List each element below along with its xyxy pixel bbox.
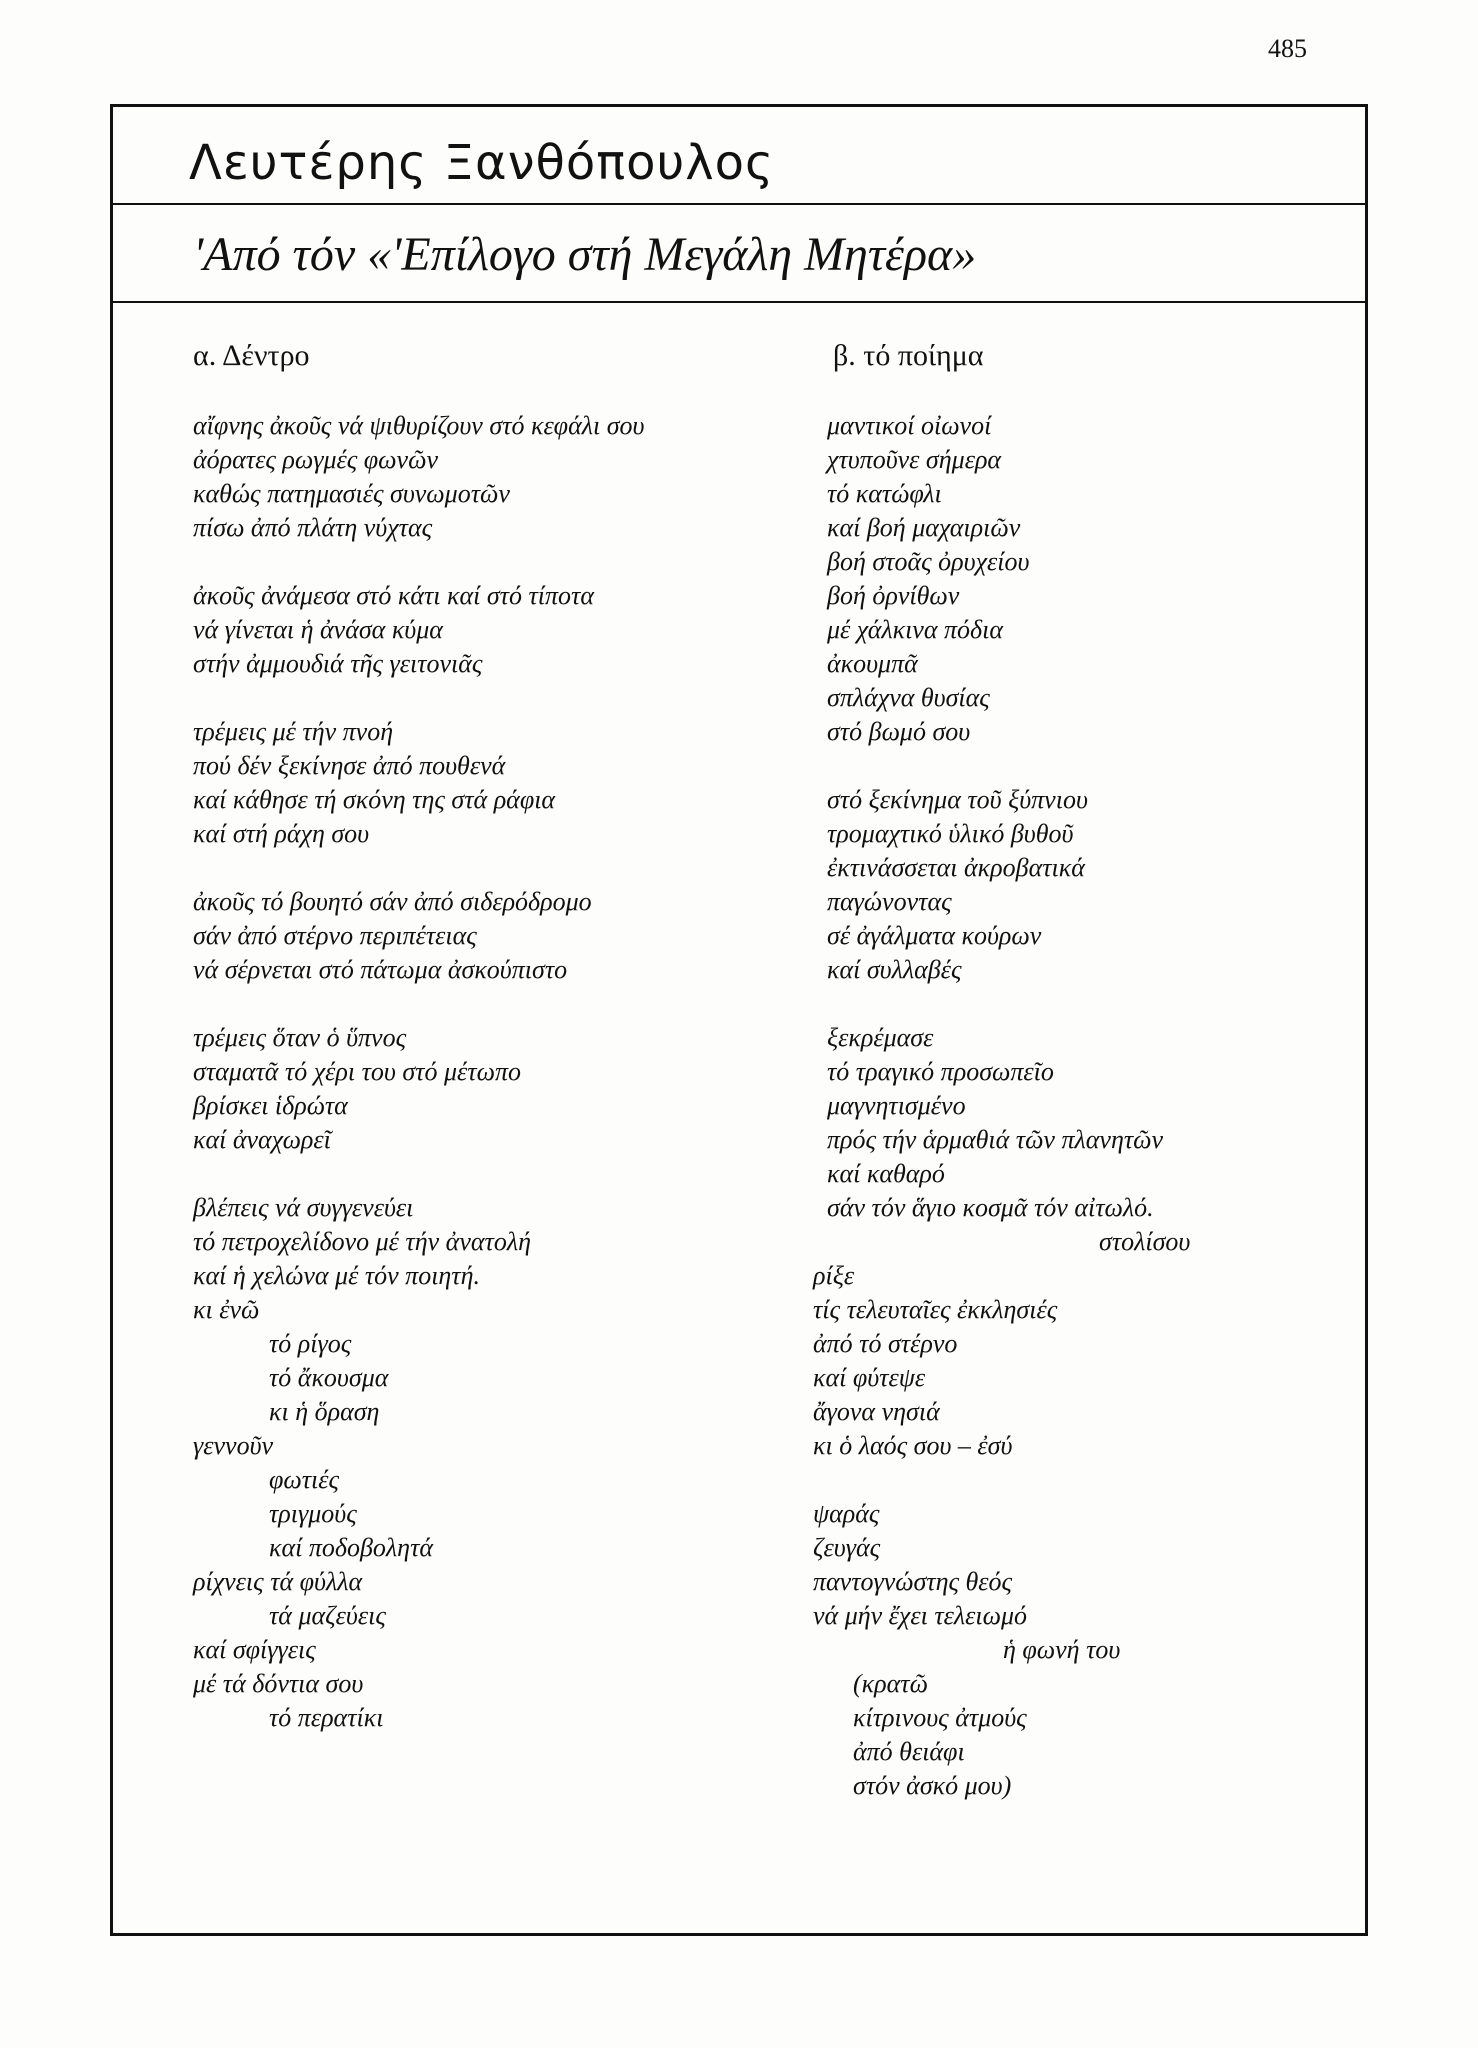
poem-line: πίσω ἀπό πλάτη νύχτας [193, 513, 433, 542]
poem-line: ἀπό τό στέρνο [813, 1329, 958, 1358]
poem-line: κι ἡ ὅραση [269, 1397, 380, 1426]
poem-line: νά γίνεται ἡ ἀνάσα κύμα [193, 615, 443, 644]
poem-line: σάν τόν ἅγιο κοσμᾶ τόν αἰτωλό. [827, 1193, 1154, 1222]
poem-line: τρομαχτικό ὑλικό βυθοῦ [827, 819, 1074, 848]
poem-line: καί φύτεψε [813, 1363, 926, 1392]
poem-line: βρίσκει ἱδρώτα [193, 1091, 348, 1120]
poem-line: βλέπεις νά συγγενεύει [193, 1193, 414, 1222]
poem-line: (κρατῶ [853, 1669, 928, 1698]
poem-line: τριγμούς [269, 1499, 357, 1528]
poem-line: ἐκτινάσσεται ἀκροβατικά [827, 853, 1085, 882]
poem-line: παγώνοντας [827, 887, 952, 916]
poem-line: ζευγάς [813, 1533, 881, 1562]
poem-line: τό κατώφλι [827, 479, 942, 508]
poem-line: ἡ φωνή του [1003, 1635, 1121, 1664]
poem-line: τό ἄκουσμα [269, 1363, 389, 1392]
section-heading: α. Δέντρο [193, 339, 310, 372]
poem-line: στολίσου [1099, 1227, 1191, 1256]
poem-lines [813, 409, 1353, 1803]
poem-line: μαντικοί οἰωνοί [827, 411, 992, 440]
poem-line: τό τραγικό προσωπεῖο [827, 1057, 1054, 1086]
poem-line: καί βοή μαχαιριῶν [827, 513, 1021, 542]
section-b [813, 339, 1353, 1803]
section-a [193, 339, 753, 1735]
poem-line: κίτρινους ἀτμούς [853, 1703, 1027, 1732]
page-frame [110, 104, 1368, 1936]
poem-line: καί κάθησε τή σκόνη της στά ράφια [193, 785, 556, 814]
poem-line: ψαράς [813, 1499, 880, 1528]
poem-line: στήν ἀμμουδιά τῆς γειτονιᾶς [193, 649, 483, 678]
poem-lines [193, 409, 753, 1735]
poem-line: καί καθαρό [827, 1159, 945, 1188]
poem-line: βοή ὀρνίθων [827, 581, 960, 610]
page-number: 485 [1268, 34, 1307, 63]
poem-line: ξεκρέμασε [827, 1023, 934, 1052]
poem-line: μέ χάλκινα πόδια [827, 615, 1003, 644]
poem-line: πρός τήν ἁρμαθιά τῶν πλανητῶν [827, 1125, 1164, 1154]
poem-line: ἀπό θειάφι [853, 1737, 965, 1766]
section-heading: β. τό ποίημα [833, 339, 984, 372]
poem-line: καί ποδοβολητά [269, 1533, 434, 1562]
poem-line: τά μαζεύεις [269, 1601, 386, 1630]
poem-line: τρέμεις ὅταν ὁ ὕπνος [193, 1023, 407, 1052]
poem-line: τρέμεις μέ τήν πνοή [193, 717, 394, 746]
author-box [113, 107, 1365, 205]
poem-line: τό περατίκι [269, 1703, 384, 1732]
poem-line: γεννοῦν [193, 1431, 274, 1460]
poem-line: κι ὁ λαός σου – ἐσύ [813, 1431, 1013, 1460]
poem-line: μέ τά δόντια σου [193, 1669, 364, 1698]
poem-line: σέ ἀγάλματα κούρων [827, 921, 1042, 950]
poem-line: καί ἀναχωρεῖ [193, 1125, 331, 1154]
poem-line: στό βωμό σου [827, 717, 971, 746]
poem-line: ἀκουμπᾶ [827, 649, 918, 678]
poem-line: ρίχνεις τά φύλλα [193, 1567, 363, 1596]
poem-line: καθώς πατημασιές συνωμοτῶν [193, 479, 510, 508]
poem-line: ἀκοῦς τό βουητό σάν ἀπό σιδερόδρομο [193, 887, 592, 916]
poem-line: ἀόρατες ρωγμές φωνῶν [193, 445, 438, 474]
poem-line: στό ξεκίνημα τοῦ ξύπνιου [827, 785, 1088, 814]
poem-line: μαγνητισμένο [827, 1091, 966, 1120]
poem-line: νά σέρνεται στό πάτωμα ἀσκούπιστο [193, 955, 568, 984]
poem-line: καί στή ράχη σου [193, 819, 370, 848]
poem-line: καί συλλαβές [827, 955, 962, 984]
poem-line: πού δέν ξεκίνησε ἀπό πουθενά [193, 751, 506, 780]
poem-line: ἄγονα νησιά [813, 1397, 940, 1426]
poem-line: καί ἡ χελώνα μέ τόν ποιητή. [193, 1261, 481, 1290]
poem-line: βοή στοᾶς ὀρυχείου [827, 547, 1030, 576]
poem-line: τίς τελευταῖες ἐκκλησιές [813, 1295, 1058, 1324]
poem-line: τό ρίγος [269, 1329, 352, 1358]
poem-line: σταματᾶ τό χέρι του στό μέτωπο [193, 1057, 521, 1086]
poem-line: κι ἐνῶ [193, 1295, 260, 1324]
poem-line: αἴφνης ἀκοῦς νά ψιθυρίζουν στό κεφάλι σου [193, 411, 645, 440]
poem-line: χτυποῦνε σήμερα [827, 445, 1002, 474]
poem-line: στόν ἀσκό μου) [853, 1771, 1012, 1800]
poem-title: 'Από τόν «'Επίλογο στή Μεγάλη Μητέρα» [193, 228, 977, 281]
poem-line: σπλάχνα θυσίας [827, 683, 990, 712]
author-name: Λευτέρης Ξανθόπουλος [189, 135, 775, 191]
poem-line: νά μήν ἔχει τελειωμό [813, 1601, 1028, 1630]
title-box [113, 203, 1365, 303]
poem-line: τό πετροχελίδονο μέ τήν ἀνατολή [193, 1227, 531, 1256]
poem-line: καί σφίγγεις [193, 1635, 316, 1664]
poem-line: ἀκοῦς ἀνάμεσα στό κάτι καί στό τίποτα [193, 581, 594, 610]
poem-line: φωτιές [269, 1465, 340, 1494]
poem-line: ρίξε [813, 1261, 855, 1290]
poem-line: σάν ἀπό στέρνο περιπέτειας [193, 921, 477, 950]
poem-line: παντογνώστης θεός [813, 1567, 1013, 1596]
